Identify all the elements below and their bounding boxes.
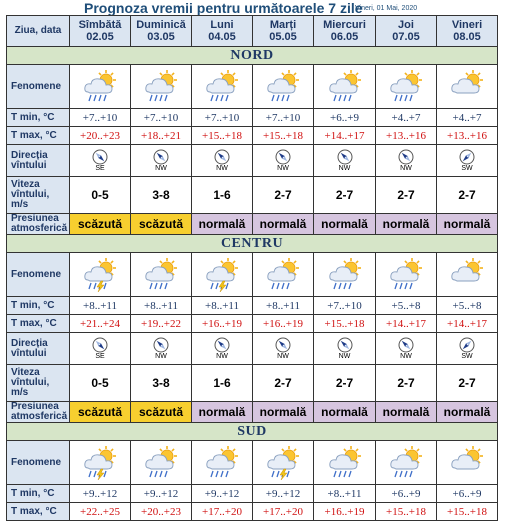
pressure-value: scăzută	[131, 214, 192, 235]
cloud-sun-rain-icon	[265, 70, 301, 104]
wind-direction-row	[7, 145, 498, 177]
phenomena-row	[7, 253, 498, 297]
row-label: Direcția vîntului	[7, 145, 70, 177]
row-label: T max, °C	[7, 127, 70, 145]
pressure-value: scăzută	[131, 402, 192, 423]
tmin-value: +9..+12	[131, 485, 192, 503]
wind-direction-label: NW	[400, 164, 412, 172]
cloud-sun-storm-icon	[82, 446, 118, 480]
wind-direction-row	[7, 333, 498, 365]
day-date: 04.05	[208, 31, 236, 43]
row-label: Viteza vîntului, m/s	[7, 365, 70, 402]
wind-direction-icon	[214, 337, 230, 353]
tmax-value: +14..+17	[314, 127, 376, 145]
day-header	[314, 16, 376, 47]
tmin-value: +7..+10	[70, 109, 131, 127]
tmax-value: +22..+25	[70, 503, 131, 521]
phenomena-cell	[314, 253, 376, 297]
wind-speed-value: 0-5	[70, 365, 131, 402]
tmin-value: +9..+12	[192, 485, 253, 503]
wind-speed-value: 2-7	[376, 177, 437, 214]
tmax-value: +14..+17	[376, 315, 437, 333]
wind-direction-cell	[437, 145, 498, 177]
cloud-sun-rain-icon	[82, 70, 118, 104]
cloud-sun-icon	[449, 258, 485, 292]
wind-direction-icon	[153, 337, 169, 353]
tmin-value: +7..+10	[131, 109, 192, 127]
tmax-value: +15..+18	[253, 127, 314, 145]
pressure-value: normală	[253, 402, 314, 423]
wind-direction-label: NW	[277, 352, 289, 360]
cloud-sun-icon	[449, 446, 485, 480]
pressure-row	[7, 214, 498, 235]
tmax-value: +14..+17	[437, 315, 498, 333]
row-label: Direcția vîntului	[7, 333, 70, 365]
tmin-value: +7..+10	[192, 109, 253, 127]
pressure-value: normală	[376, 214, 437, 235]
cloud-sun-icon	[449, 70, 485, 104]
pressure-value: normală	[437, 214, 498, 235]
wind-direction-cell	[131, 333, 192, 365]
wind-direction-icon	[459, 337, 475, 353]
header-label: Ziua, data	[7, 16, 70, 47]
wind-direction-icon	[153, 149, 169, 165]
tmax-row	[7, 503, 498, 521]
phenomena-cell	[376, 65, 437, 109]
phenomena-cell	[192, 441, 253, 485]
cloud-sun-rain-icon	[388, 70, 424, 104]
wind-speed-value: 2-7	[437, 177, 498, 214]
cloud-sun-rain-icon	[388, 258, 424, 292]
wind-direction-icon	[275, 149, 291, 165]
day-date: 06.05	[330, 31, 359, 43]
wind-direction-cell	[314, 145, 376, 177]
cloud-sun-rain-icon	[327, 446, 363, 480]
tmin-value: +8..+11	[314, 485, 376, 503]
day-header	[376, 16, 437, 47]
wind-direction-label: NW	[216, 164, 228, 172]
tmin-value: +8..+11	[70, 297, 131, 315]
region-row	[7, 423, 498, 441]
row-label: Fenomene	[7, 253, 70, 297]
phenomena-row	[7, 65, 498, 109]
day-name: Luni	[210, 19, 234, 31]
wind-direction-label: NW	[400, 352, 412, 360]
phenomena-cell	[253, 441, 314, 485]
tmin-value: +8..+11	[253, 297, 314, 315]
tmax-value: +18..+21	[131, 127, 192, 145]
tmax-value: +20..+23	[131, 503, 192, 521]
wind-direction-label: SW	[461, 164, 473, 172]
wind-direction-label: SW	[461, 352, 473, 360]
region-name: CENTRU	[7, 235, 498, 253]
day-date: 08.05	[453, 31, 481, 43]
cloud-sun-rain-icon	[143, 258, 179, 292]
tmax-value: +15..+18	[437, 503, 498, 521]
header-row	[7, 16, 498, 47]
tmax-value: +15..+18	[192, 127, 253, 145]
wind-speed-value: 1-6	[192, 365, 253, 402]
phenomena-cell	[376, 253, 437, 297]
pressure-value: normală	[192, 402, 253, 423]
wind-direction-cell	[70, 145, 131, 177]
cloud-sun-rain-icon	[327, 70, 363, 104]
tmax-value: +21..+24	[70, 315, 131, 333]
tmax-value: +13..+16	[376, 127, 437, 145]
wind-speed-value: 2-7	[253, 177, 314, 214]
row-label: Fenomene	[7, 65, 70, 109]
phenomena-row	[7, 441, 498, 485]
cloud-sun-rain-icon	[143, 70, 179, 104]
tmin-value: +7..+10	[253, 109, 314, 127]
wind-direction-cell	[70, 333, 131, 365]
wind-speed-value: 3-8	[131, 365, 192, 402]
phenomena-cell	[131, 253, 192, 297]
day-name: Marți	[269, 19, 297, 31]
row-label: Viteza vîntului, m/s	[7, 177, 70, 214]
tmin-value: +4..+7	[376, 109, 437, 127]
tmin-value: +8..+11	[192, 297, 253, 315]
wind-speed-row	[7, 365, 498, 402]
wind-direction-label: NW	[216, 352, 228, 360]
region-row	[7, 235, 498, 253]
tmax-row	[7, 315, 498, 333]
day-date: 03.05	[147, 31, 175, 43]
wind-direction-label: NW	[338, 352, 351, 360]
cloud-sun-storm-icon	[82, 258, 118, 292]
region-name: SUD	[7, 423, 498, 441]
tmin-value: +5..+8	[376, 297, 437, 315]
day-name: Joi	[398, 19, 414, 31]
phenomena-cell	[131, 65, 192, 109]
wind-speed-value: 2-7	[376, 365, 437, 402]
cloud-sun-storm-icon	[265, 446, 301, 480]
cloud-sun-storm-icon	[204, 258, 240, 292]
row-label: T min, °C	[7, 485, 70, 503]
phenomena-cell	[253, 253, 314, 297]
wind-direction-label: NW	[155, 164, 167, 172]
tmin-row	[7, 109, 498, 127]
tmax-value: +19..+22	[131, 315, 192, 333]
phenomena-cell	[192, 253, 253, 297]
tmin-value: +7..+10	[314, 297, 376, 315]
wind-direction-icon	[92, 149, 108, 165]
tmax-value: +15..+18	[376, 503, 437, 521]
row-label: Presiunea atmosferică	[7, 214, 70, 235]
wind-speed-value: 1-6	[192, 177, 253, 214]
tmin-value: +5..+8	[437, 297, 498, 315]
tmin-row	[7, 485, 498, 503]
cloud-sun-rain-icon	[265, 258, 301, 292]
tmax-value: +17..+20	[253, 503, 314, 521]
pressure-value: normală	[192, 214, 253, 235]
tmin-value: +6..+9	[437, 485, 498, 503]
wind-speed-row	[7, 177, 498, 214]
wind-direction-cell	[192, 333, 253, 365]
day-date: 02.05	[86, 31, 114, 43]
phenomena-cell	[314, 65, 376, 109]
tmin-value: +6..+9	[314, 109, 376, 127]
day-header	[192, 16, 253, 47]
pressure-row	[7, 402, 498, 423]
cloud-sun-rain-icon	[388, 446, 424, 480]
tmax-value: +16..+19	[253, 315, 314, 333]
tmax-value: +16..+19	[314, 503, 376, 521]
cloud-sun-rain-icon	[204, 446, 240, 480]
day-name: Duminică	[136, 19, 186, 31]
wind-direction-cell	[376, 145, 437, 177]
pressure-value: normală	[314, 402, 376, 423]
wind-direction-icon	[398, 337, 414, 353]
wind-direction-label: NW	[338, 164, 351, 172]
wind-direction-cell	[376, 333, 437, 365]
pressure-value: scăzută	[70, 402, 131, 423]
pressure-value: scăzută	[70, 214, 131, 235]
wind-direction-icon	[337, 149, 353, 165]
pressure-value: normală	[437, 402, 498, 423]
day-date: 05.05	[269, 31, 297, 43]
phenomena-cell	[253, 65, 314, 109]
cloud-sun-rain-icon	[327, 258, 363, 292]
wind-direction-cell	[437, 333, 498, 365]
region-row	[7, 47, 498, 65]
day-name: Miercuri	[323, 19, 366, 31]
phenomena-cell	[437, 65, 498, 109]
wind-direction-label: NW	[277, 164, 289, 172]
wind-direction-icon	[459, 149, 475, 165]
wind-direction-icon	[92, 337, 108, 353]
wind-direction-label: NW	[155, 352, 167, 360]
pressure-value: normală	[253, 214, 314, 235]
tmin-value: +9..+12	[253, 485, 314, 503]
day-header	[253, 16, 314, 47]
wind-direction-icon	[398, 149, 414, 165]
wind-direction-label: SE	[95, 352, 105, 360]
tmax-row	[7, 127, 498, 145]
wind-direction-cell	[253, 145, 314, 177]
pressure-value: normală	[376, 402, 437, 423]
pressure-value: normală	[314, 214, 376, 235]
tmax-value: +13..+16	[437, 127, 498, 145]
page-title: Prognoza vremii pentru următoarele 7 zile	[84, 0, 363, 16]
row-label: T max, °C	[7, 503, 70, 521]
wind-speed-value: 2-7	[253, 365, 314, 402]
wind-direction-label: SE	[95, 164, 105, 172]
wind-direction-cell	[131, 145, 192, 177]
phenomena-cell	[70, 253, 131, 297]
cloud-sun-rain-icon	[143, 446, 179, 480]
region-name: NORD	[7, 47, 498, 65]
row-label: T max, °C	[7, 315, 70, 333]
tmax-value: +16..+19	[192, 315, 253, 333]
wind-speed-value: 0-5	[70, 177, 131, 214]
phenomena-cell	[131, 441, 192, 485]
cloud-sun-rain-icon	[204, 70, 240, 104]
wind-speed-value: 2-7	[437, 365, 498, 402]
day-header	[70, 16, 131, 47]
day-name: Vineri	[451, 19, 483, 31]
day-name: Sîmbătă	[78, 19, 122, 31]
forecast-date: Vineri, 01 Mai, 2020	[355, 5, 418, 12]
phenomena-cell	[192, 65, 253, 109]
phenomena-cell	[70, 441, 131, 485]
wind-direction-icon	[214, 149, 230, 165]
day-header	[131, 16, 192, 47]
wind-direction-icon	[275, 337, 291, 353]
day-header	[437, 16, 498, 47]
row-label: T min, °C	[7, 297, 70, 315]
wind-speed-value: 2-7	[314, 365, 376, 402]
tmin-value: +8..+11	[131, 297, 192, 315]
forecast-table	[6, 15, 498, 521]
phenomena-cell	[437, 253, 498, 297]
wind-speed-value: 3-8	[131, 177, 192, 214]
phenomena-cell	[314, 441, 376, 485]
tmax-value: +20..+23	[70, 127, 131, 145]
row-label: T min, °C	[7, 109, 70, 127]
phenomena-cell	[376, 441, 437, 485]
tmax-value: +17..+20	[192, 503, 253, 521]
tmin-value: +4..+7	[437, 109, 498, 127]
tmin-row	[7, 297, 498, 315]
tmin-value: +6..+9	[376, 485, 437, 503]
tmin-value: +9..+12	[70, 485, 131, 503]
wind-speed-value: 2-7	[314, 177, 376, 214]
phenomena-cell	[437, 441, 498, 485]
wind-direction-icon	[337, 337, 353, 353]
wind-direction-cell	[253, 333, 314, 365]
row-label: Fenomene	[7, 441, 70, 485]
tmax-value: +15..+18	[314, 315, 376, 333]
wind-direction-cell	[192, 145, 253, 177]
phenomena-cell	[70, 65, 131, 109]
row-label: Presiunea atmosferică	[7, 402, 70, 423]
wind-direction-cell	[314, 333, 376, 365]
day-date: 07.05	[392, 31, 420, 43]
